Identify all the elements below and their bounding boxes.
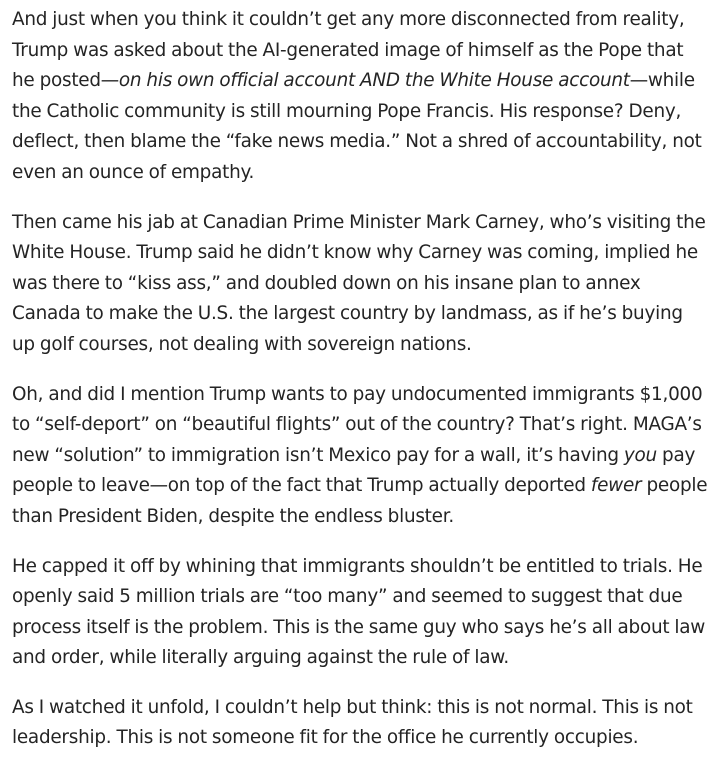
paragraph-3 xyxy=(12,380,710,533)
paragraph-3-text-b: pay people to leave—on top of the fact that Trump actually deported xyxy=(12,444,696,497)
paragraph-1-text-a: And just when you think it couldn’t get any more disconnected from reality, Trump was asked about the AI-generated image of himself as the Pope that he posted— xyxy=(12,9,685,92)
paragraph-3-emphasis-you: you xyxy=(623,444,657,466)
paragraph-1 xyxy=(12,5,710,189)
paragraph-1-emphasis: on his own official account AND the White House account xyxy=(118,70,630,92)
paragraph-3-text-c: people than President Biden, despite the endless bluster. xyxy=(12,475,708,527)
paragraph-3-text-a: Oh, and did I mention Trump wants to pay undocumented immigrants $1,000 to “self-deport” on “beautiful flights” out of the country? That’s right. MAGA’s new “solution” to immigration isn’t Mexico pay for a wall, it’s having xyxy=(12,383,703,466)
paragraph-5: As I watched it unfold, I couldn’t help but think: this is not normal. This is not leadership. This is not someone fit for the office he currently occupies. xyxy=(12,696,693,749)
paragraph-4: He capped it off by whining that immigrants shouldn’t be entitled to trials. He openly said 5 million trials are “too many” and seemed to suggest that due process itself is the problem. This is the same guy who says he’s all about law and order, while literally arguing against the rule of law. xyxy=(12,555,706,669)
paragraph-3-emphasis-fewer: fewer xyxy=(590,475,642,497)
paragraph-2: Then came his jab at Canadian Prime Minister Mark Carney, who’s visiting the White House. Trump said he didn’t know why Carney was coming, implied he was there to “kiss ass,” and doubled down on his insane plan to annex Canada to make the U.S. the largest country by landmass, as if he’s buying up golf courses, not dealing with sovereign nations. xyxy=(12,211,706,355)
paragraph-1-text-b: —while the Catholic community is still mourning Pope Francis. His response? Deny, deflect, then blame the “fake news media.” Not a shred of accountability, not even an ounce of empathy. xyxy=(12,70,702,183)
